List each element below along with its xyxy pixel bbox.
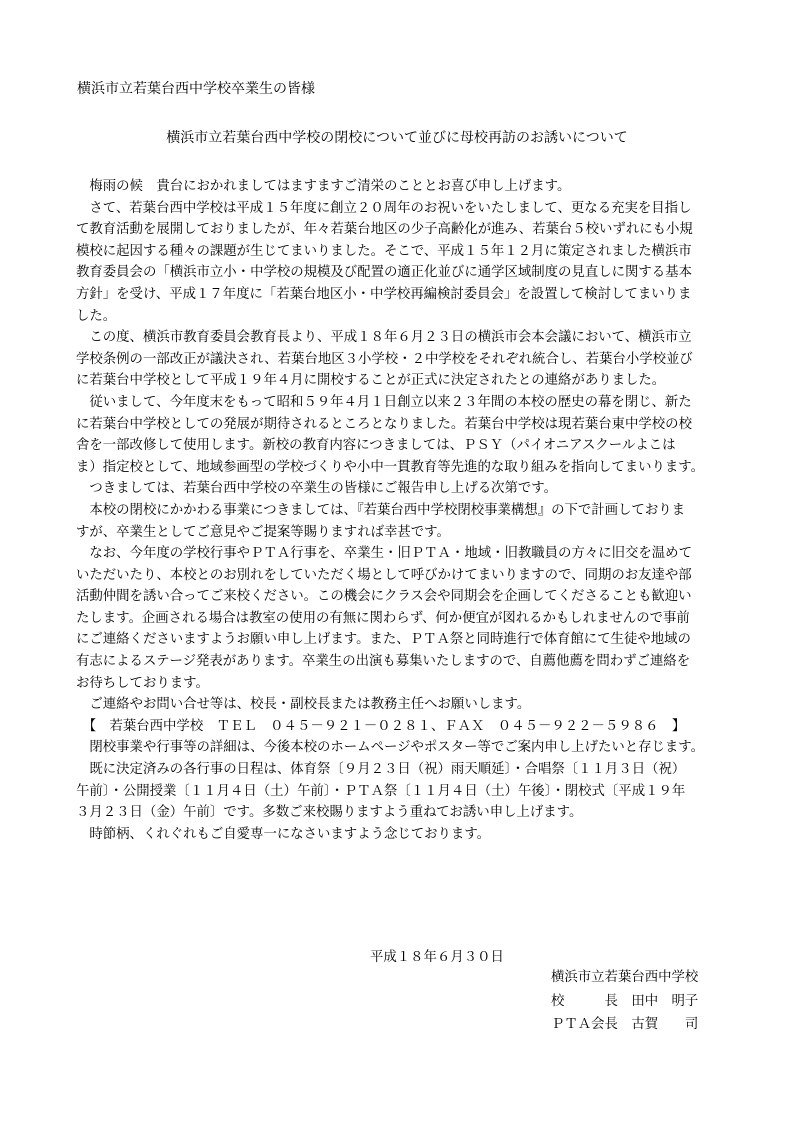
letter-body [76, 176, 726, 845]
body-line: なお、今年度の学校行事やＰＴＡ行事を、卒業生・旧ＰＴＡ・地域・旧教職員の方々に旧交を温めて [76, 546, 692, 562]
body-line: 本校の閉校にかかわる事業につきましては、『若葉台西中学校閉校事業構想』の下で計画しておりま [76, 502, 685, 518]
addressee: 横浜市立若葉台西中学校卒業生の皆様 [77, 81, 315, 97]
body-line: 模校に起因する種々の課題が生じてまいりました。そこで、平成１５年１２月に策定されました横浜市 [76, 243, 692, 259]
body-line: 舎を一部改修して使用します。新校の教育内容につきましては、ＰＳＹ（パイオニアスクールよこは [76, 438, 676, 454]
body-line: 【 若葉台西中学校 ＴＥＬ ０４５－９２１－０２８１、ＦＡＸ ０４５－９２２－５９８６ 】 [76, 718, 686, 734]
body-line: て教育活動を展開しておりましたが、年々若葉台地区の少子高齢化が進み、若葉台５校いずれにも小規 [76, 222, 693, 238]
body-line: した。 [76, 308, 117, 324]
body-line: さて、若葉台西中学校は平成１５年度に創立２０周年のお祝いをいたしまして、更なる充実を目指し [76, 200, 692, 216]
body-line: すが、卒業生としてご意見やご提案等賜りますれば幸甚です。 [76, 524, 450, 540]
body-line: ま）指定校として、地域参画型の学校づくりや小中一貫教育等先進的な取り組みを指向してまいります。 [76, 459, 705, 475]
body-line: ３月２３日（金）午前〕です。多数ご来校賜りますよう重ねてお誘い申し上げます。 [76, 805, 583, 821]
body-line: 既に決定済みの各行事の日程は、体育祭〔９月２３日（祝）雨天順延〕・合唱祭〔１１月３日（祝） [76, 762, 686, 778]
body-line: ご連絡やお問い合せ等は、校長・副校長または教務主任へお願いします。 [76, 697, 531, 713]
body-line: 教育委員会の「横浜市立小・中学校の規模及び配置の適正化並びに通学区域制度の見直しに関する基本 [76, 265, 692, 281]
body-line: 従いまして、今年度末をもって昭和５９年４月１日創立以来２３年間の本校の歴史の幕を閉じ、新た [76, 394, 692, 410]
body-line: 閉校事業や行事等の詳細は、今後本校のホームページやポスター等でご案内申し上げたいと存じます。 [76, 740, 705, 756]
body-line: 午前〕・公開授業〔１１月４日（土）午前〕・ＰＴＡ祭〔１１月４日（土）午後〕・閉校式〔平成１９年 [76, 783, 686, 799]
body-line: 梅雨の候 貴台におかれましてはますますご清栄のこととお喜び申し上げます。 [76, 179, 571, 194]
body-line: 時節柄、くれぐれもご自愛専一になさいますよう念じております。 [76, 826, 491, 842]
body-line: たします。企画される場合は教室の使用の有無に関わらず、何か便宜が図れるかもしれませんので事前 [76, 610, 690, 626]
school-name: 横浜市立若葉台西中学校 [551, 970, 699, 985]
body-line: に若葉台中学校として平成１９年４月に開校することが正式に決定されたとの連絡がありました。 [76, 373, 666, 389]
body-line: に若葉台中学校としての発展が期待されるところとなりました。若葉台中学校は現若葉台東中学校の校 [76, 416, 692, 432]
principal-signature: 校 長 田中 明子 [551, 993, 699, 1009]
body-line: お待ちしております。 [76, 675, 209, 691]
signature-block [551, 966, 698, 1037]
body-line: 方針」を受け、平成１７年度に「若葉台地区小・中学校再編検討委員会」を設置して検討してまいりま [76, 286, 692, 302]
body-line: にご連絡くださいますようお願い申し上げます。また、ＰＴＡ祭と同時進行で体育館にて生徒や地域の [76, 632, 691, 648]
body-line: つきましては、若葉台西中学校の卒業生の皆様にご報告申し上げる次第です。 [76, 481, 557, 497]
body-line: いただいたり、本校とのお別れをしていただく場として呼びかけてまいりますので、同期のお友達や部 [76, 567, 692, 583]
document-title: 横浜市立若葉台西中学校の閉校について並びに母校再訪のお誘いについて [166, 130, 628, 146]
body-line: 学校条例の一部改正が議決され、若葉台地区３小学校・２中学校をそれぞれ統合し、若葉台小学校並び [76, 351, 693, 367]
body-line: 有志によるステージ発表があります。卒業生の出演も募集いたしますので、自薦他薦を問わずご連絡を [76, 654, 691, 670]
body-line: この度、横浜市教育委員会教育長より、平成１８年６月２３日の横浜市会本会議において、横浜市立 [76, 330, 692, 346]
body-line: 活動仲間を誘い合ってご来校ください。この機会にクラス会や同期会を企画してくださることも歓迎い [76, 589, 692, 605]
pta-signature: ＰＴＡ会長 古賀 司 [551, 1017, 699, 1032]
letter-date: 平成１８年６月３０日 [370, 950, 504, 965]
